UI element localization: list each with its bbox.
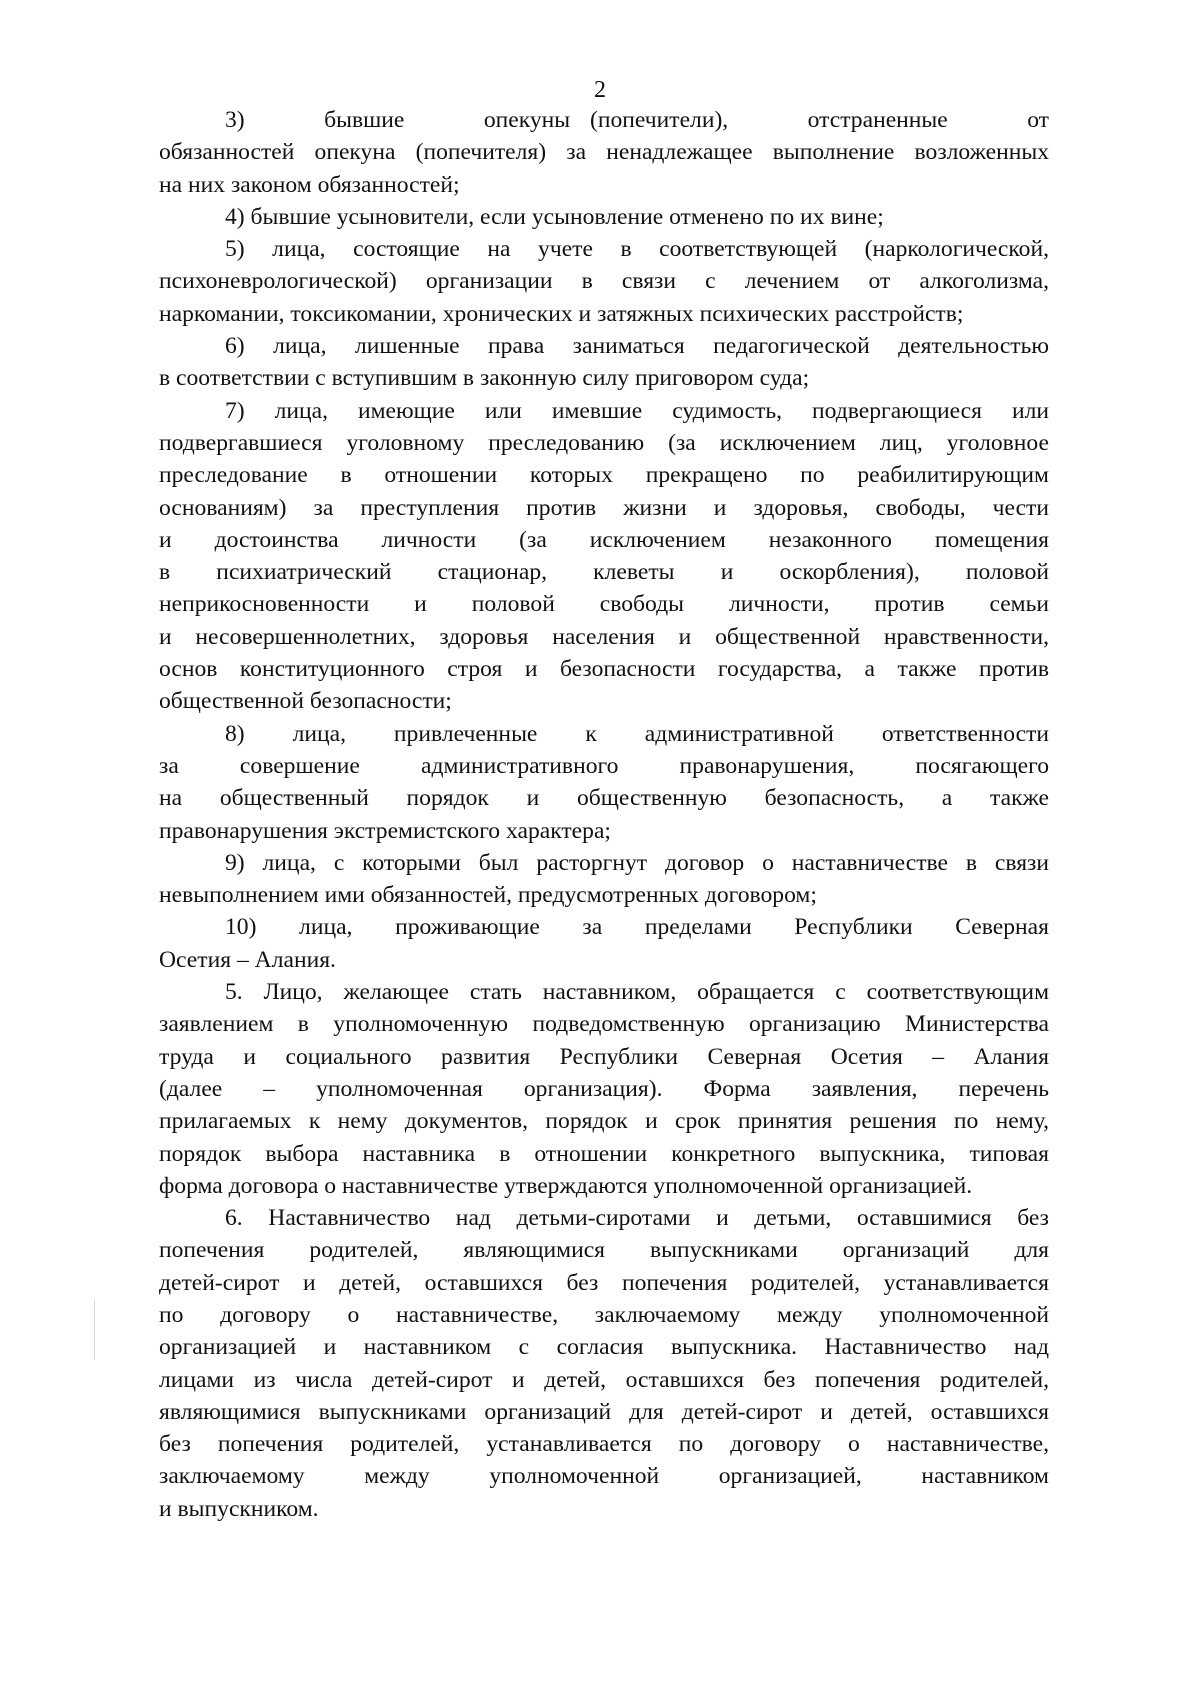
text-line: 5) лица, состоящие на учете в соответствующей (наркологической, [225, 236, 1049, 263]
paragraph-p10 [159, 911, 1049, 976]
text-line: являющимися выпускниками организаций для детей-сирот и детей, оставшихся [159, 1398, 1049, 1425]
text-line: прилагаемых к нему документов, порядок и срок принятия решения по нему, [159, 1108, 1049, 1135]
text-line: наркомании, токсикомании, хронических и затяжных психических расстройств; [159, 300, 964, 327]
text-line: неприкосновенности и половой свободы личности, против семьи [159, 591, 1049, 618]
paragraph-p9 [159, 847, 1049, 912]
paragraph-p4 [159, 201, 1049, 233]
paragraph-p8 [159, 718, 1049, 847]
text-line: преследование в отношении которых прекращено по реабилитирующим [159, 462, 1049, 489]
text-line: и выпускником. [159, 1495, 319, 1522]
paragraph-p3 [159, 104, 1049, 201]
paragraph-p5 [159, 233, 1049, 330]
text-line: по договору о наставничестве, заключаемому между уполномоченной [159, 1301, 1049, 1328]
text-line: попечения родителей, являющимися выпускниками организаций для [159, 1237, 1049, 1264]
text-line: лицами из числа детей-сирот и детей, оставшихся без попечения родителей, [159, 1366, 1049, 1393]
text-line: Осетия – Алания. [159, 946, 336, 973]
text-line: на них законом обязанностей; [159, 171, 460, 198]
text-line: порядок выбора наставника в отношении конкретного выпускника, типовая [159, 1140, 1049, 1167]
paragraph-p6 [159, 330, 1049, 395]
text-line: 10) лица, проживающие за пределами Республики Северная [225, 914, 1049, 941]
text-line: организацией и наставником с согласия выпускника. Наставничество над [159, 1334, 1049, 1361]
text-line: 6) лица, лишенные права заниматься педагогической деятельностью [225, 333, 1049, 360]
text-line: общественной безопасности; [159, 688, 452, 715]
paragraph-s5 [159, 976, 1049, 1202]
text-line: заявлением в уполномоченную подведомственную организацию Министерства [159, 1011, 1049, 1038]
text-line: 4) бывшие усыновители, если усыновление отменено по их вине; [225, 203, 884, 230]
text-line: заключаемому между уполномоченной организацией, наставником [159, 1463, 1049, 1490]
text-line: форма договора о наставничестве утверждаются уполномоченной организацией. [159, 1172, 973, 1199]
text-line: в соответствии с вступившим в законную силу приговором суда; [159, 365, 810, 392]
text-line: подвергавшиеся уголовному преследованию (за исключением лиц, уголовное [159, 429, 1049, 456]
text-line: обязанностей опекуна (попечителя) за ненадлежащее выполнение возложенных [159, 139, 1049, 166]
scan-margin-mark [94, 1300, 95, 1360]
text-line: детей-сирот и детей, оставшихся без попечения родителей, устанавливается [159, 1269, 1049, 1296]
text-line: основаниям) за преступления против жизни и здоровья, свободы, чести [159, 494, 1049, 521]
text-line: 5. Лицо, желающее стать наставником, обращается с соответствующим [225, 979, 1049, 1006]
text-line: 9) лица, с которыми был расторгнут договор о наставничестве в связи [225, 849, 1049, 876]
text-line: в психиатрический стационар, клеветы и оскорбления), половой [159, 559, 1049, 586]
text-line: 8) лица, привлеченные к административной ответственности [225, 720, 1049, 747]
text-line: основ конституционного строя и безопасности государства, а также против [159, 656, 1049, 683]
text-line: 6. Наставничество над детьми-сиротами и детьми, оставшимися без [225, 1205, 1049, 1232]
paragraph-s6 [159, 1202, 1049, 1525]
text-line: психоневрологической) организации в связи с лечением от алкоголизма, [159, 268, 1049, 295]
text-line: и достоинства личности (за исключением незаконного помещения [159, 526, 1049, 553]
text-line: невыполнением ими обязанностей, предусмотренных договором; [159, 882, 817, 909]
page-number: 2 [594, 77, 606, 103]
document-body [159, 104, 1049, 1525]
text-line: за совершение административного правонарушения, посягающего [159, 752, 1049, 779]
text-line: на общественный порядок и общественную безопасность, а также [159, 785, 1049, 812]
text-line: (далее – уполномоченная организация). Форма заявления, перечень [159, 1075, 1049, 1102]
text-line: и несовершеннолетних, здоровья населения и общественной нравственности, [159, 623, 1049, 650]
text-line: без попечения родителей, устанавливается по договору о наставничестве, [159, 1431, 1049, 1458]
text-line: правонарушения экстремистского характера; [159, 817, 611, 844]
paragraph-p7 [159, 395, 1049, 718]
text-line: 7) лица, имеющие или имевшие судимость, подвергающиеся или [225, 397, 1049, 424]
text-line: 3) бывшие опекуны (попечители), отстраненные от [225, 107, 1049, 133]
text-line: труда и социального развития Республики Северная Осетия – Алания [159, 1043, 1049, 1070]
